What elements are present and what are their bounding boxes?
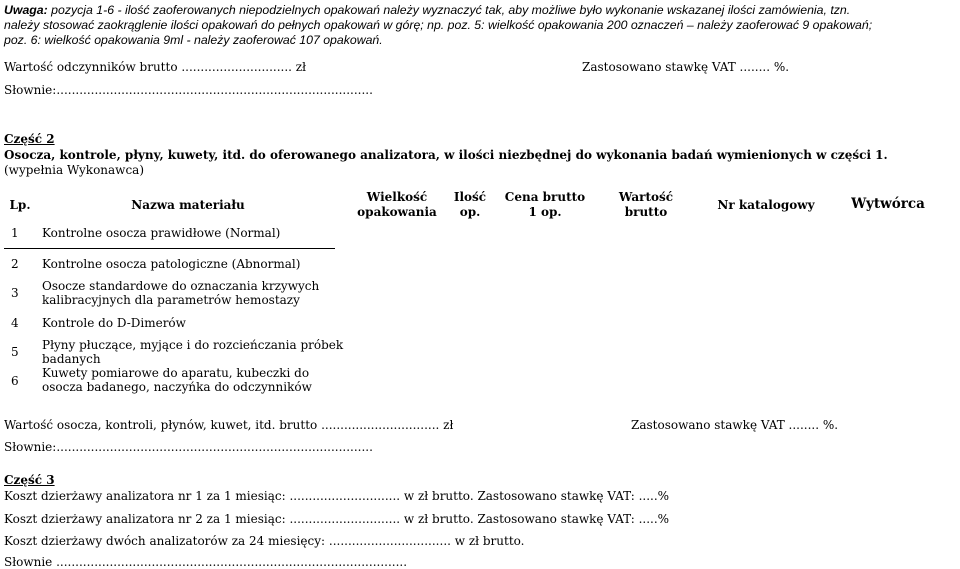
row-divider [4,248,335,249]
row-6-lp: 6 [11,374,19,388]
row-5-name-2: badanych [42,352,101,366]
part2-subtitle-rest: do oferowanego analizatora, w ilości niezbędnej do wykonania badań wymienionych w części 1. [245,148,888,162]
part3-words-line: Słownie ............................................................................................ [4,555,408,569]
row-1-name: Kontrolne osocza prawidłowe (Normal) [42,226,281,240]
part2-words-line: Słownie:................................................................................... [4,440,373,454]
row-6-name-2: osocza badanego, naczyńka do odczynników [42,380,312,394]
col-header-value-2: brutto [624,205,668,219]
col-header-qty-2: op. [459,205,481,219]
col-header-value [598,190,694,220]
col-header-price [498,190,592,220]
col-header-name: Nazwa materiału [131,198,245,212]
part2-vat-line: Zastosowano stawkę VAT ........ %. [631,418,839,432]
row-6-name-1: Kuwety pomiarowe do aparatu, kubeczki do [42,366,310,380]
part3-lease-2: Koszt dzierżawy analizatora nr 2 za 1 miesiąc: ............................. w zł brutto. Zastosowano stawkę VAT: .....% [4,512,670,526]
note-text-1: pozycja 1-6 - ilość zaoferowanych niepodzielnych opakowań należy wyznaczyć tak, aby możliwe było wykonanie wskazanej ilości zamówienia, tzn. [47,3,851,17]
part2-title: Część 2 [4,132,55,146]
part2-subtitle-bold: Osocza, kontrole, płyny, kuwety, itd. [4,148,246,162]
col-header-size [352,190,442,220]
row-3-name-1: Osocze standardowe do oznaczania krzywych [42,279,320,293]
part2-subtitle [4,148,888,162]
row-3-lp: 3 [11,286,19,300]
col-header-size-1: Wielkość [366,190,428,204]
part3-lease-total: Koszt dzierżawy dwóch analizatorów za 24 miesięcy: ................................ w zł brutto. [4,534,525,548]
col-header-maker: Wytwórca [851,196,925,212]
part3-title: Część 3 [4,473,55,487]
col-header-qty-1: Ilość [453,190,487,204]
part1-value-line: Wartość odczynników brutto ............................. zł [4,60,307,74]
row-2-lp: 2 [11,257,19,271]
col-header-qty [446,190,494,220]
col-header-lp: Lp. [9,198,31,212]
part1-words-line: Słownie:................................................................................... [4,83,373,97]
part2-value-line: Wartość osocza, kontroli, płynów, kuwet, itd. brutto ............................... zł [4,418,454,432]
col-header-price-1: Cena brutto [504,190,586,204]
row-5-lp: 5 [11,345,19,359]
col-header-price-2: 1 op. [528,205,562,219]
col-header-value-1: Wartość [618,190,674,204]
note-label: Uwaga: [4,3,48,17]
row-4-name: Kontrole do D-Dimerów [42,316,186,330]
row-4-lp: 4 [11,316,19,330]
row-2-name: Kontrolne osocza patologiczne (Abnormal) [42,257,301,271]
row-5-name-1: Płyny płuczące, myjące i do rozcieńczania próbek [42,338,344,352]
part2-fill-note: (wypełnia Wykonawca) [4,163,144,177]
note-line-3: poz. 6: wielkość opakowania 9ml - należy zaoferować 107 opakowań. [4,33,383,47]
col-header-size-2: opakowania [357,205,437,219]
note-line-2: należy stosować zaokrąglenie ilości opakowań do pełnych opakowań w górę; np. poz. 5: wielkość opakowania 200 oznaczeń – należy zaoferować 9 opakowań; [4,18,873,32]
row-3-name-2: kalibracyjnych dla parametrów hemostazy [42,293,300,307]
part3-lease-1: Koszt dzierżawy analizatora nr 1 za 1 miesiąc: ............................. w zł brutto. Zastosowano stawkę VAT: .....% [4,489,670,503]
note-line-1 [4,3,850,18]
row-1-lp: 1 [11,226,19,240]
col-header-catalog: Nr katalogowy [717,198,815,212]
part1-vat-line: Zastosowano stawkę VAT ........ %. [582,60,790,74]
